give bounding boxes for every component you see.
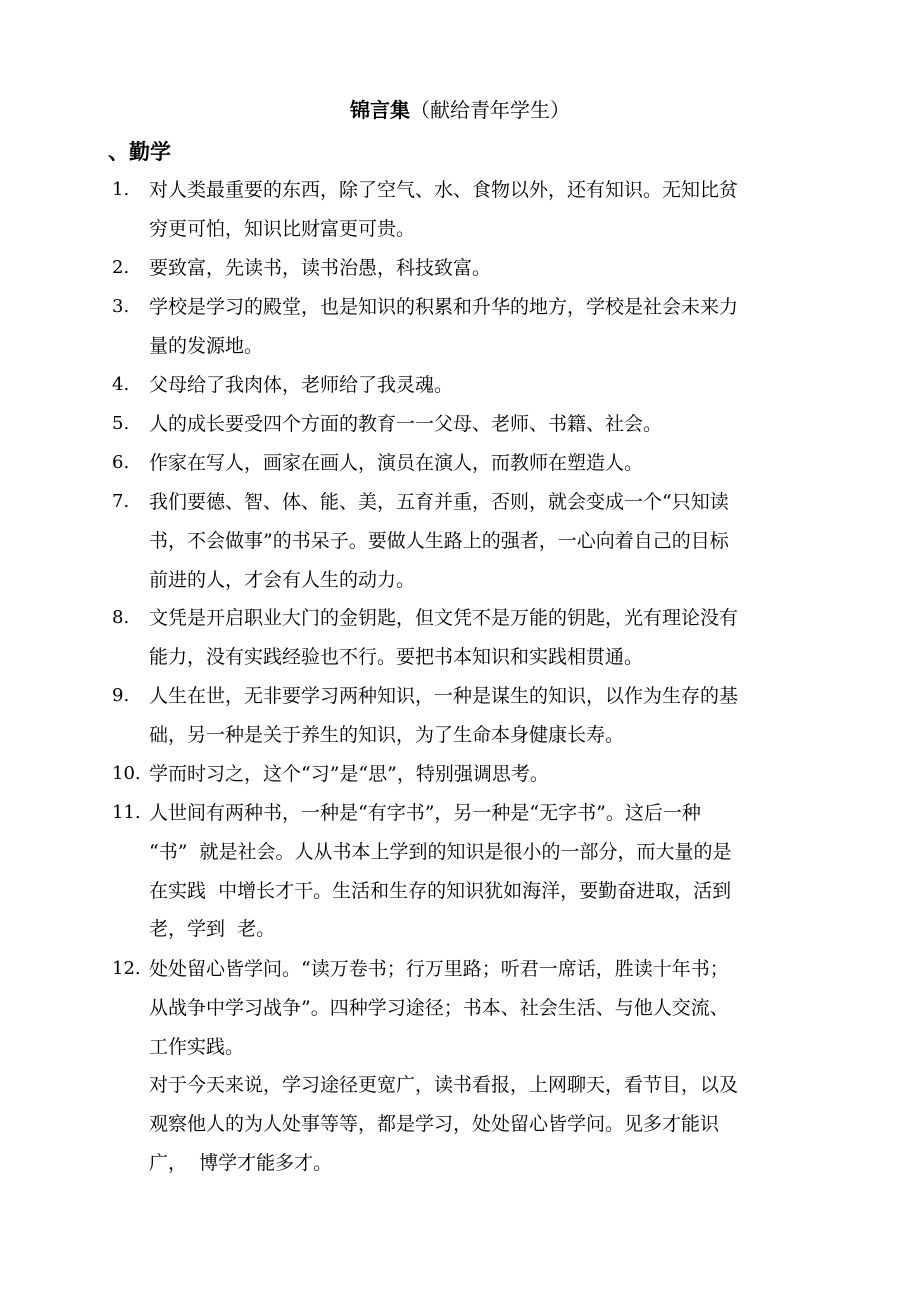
- item-text-line: 老，学到 老。: [149, 918, 276, 941]
- document-title: [0, 96, 920, 124]
- item-number: 10.: [112, 763, 141, 784]
- item-text-line: 人的成长要受四个方面的教育一一父母、老师、书籍、社会。: [149, 413, 663, 435]
- item-text-line: 作家在写人，画家在画人，演员在演人，而教师在塑造人。: [149, 452, 644, 474]
- item-number: 11.: [112, 802, 141, 823]
- item-text-line: 文凭是开启职业大门的金钥匙，但文凭不是万能的钥匙，光有理论没有: [149, 607, 739, 629]
- title-subtitle: （献给青年学生）: [410, 98, 570, 122]
- item-text-line: 人生在世，无非要学习两种知识，一种是谋生的知识，以作为生存的基: [149, 685, 739, 707]
- item-number: 2.: [112, 257, 130, 278]
- item-text-line: 书，不会做事”的书呆子。要做人生路上的强者，一心向着自己的目标: [149, 529, 729, 552]
- item-text-line: 要致富，先读书，读书治愚，科技致富。: [149, 257, 492, 279]
- item-number: 3.: [112, 296, 130, 317]
- item-text-line: 能力，没有实践经验也不行。要把书本知识和实践相贯通。: [149, 645, 644, 668]
- item-number: 4.: [112, 374, 130, 395]
- item-number: 9.: [112, 685, 130, 706]
- item-text-line: 前进的人，才会有人生的动力。: [149, 568, 416, 591]
- item-text-line: 从战争中学习战争”。四种学习途径；书本、社会生活、与他人交流、: [149, 996, 729, 1019]
- item-text-line: 人世间有两种书，一种是“有字书”，另一种是“无字书”。这后一种: [149, 802, 701, 824]
- paragraph-line: 广， 博学才能多才。: [149, 1151, 333, 1174]
- item-text-line: 对人类最重要的东西，除了空气、水、食物以外，还有知识。无知比贫: [149, 179, 739, 201]
- item-text-line: 父母给了我肉体，老师给了我灵魂。: [149, 374, 454, 396]
- item-text-line: 在实践 中增长才干。生活和生存的知识犹如海洋，要勤奋进取，活到: [149, 879, 732, 902]
- title-main: 锦言集: [350, 98, 410, 122]
- item-text-line: 工作实践。: [149, 1035, 245, 1058]
- item-text-line: “书” 就是社会。人从书本上学到的知识是很小的一部分，而大量的是: [149, 840, 732, 863]
- paragraph-line: 观察他人的为人处事等等，都是学习，处处留心皆学问。见多才能识: [149, 1112, 720, 1135]
- item-text-line: 处处留心皆学问。“读万卷书；行万里路；听君一席话，胜读十年书；: [149, 958, 729, 980]
- item-text-line: 学而时习之，这个“习”是“思”，特别强调思考。: [149, 763, 549, 785]
- item-text-line: 学校是学习的殿堂，也是知识的积累和升华的地方，学校是社会未来力: [149, 296, 739, 318]
- item-number: 8.: [112, 607, 130, 628]
- section-heading: 、勤学: [108, 139, 171, 164]
- item-number: 1.: [112, 179, 130, 200]
- item-text-line: 础，另一种是关于养生的知识，为了生命本身健康长寿。: [149, 723, 625, 746]
- item-number: 5.: [112, 413, 130, 434]
- item-number: 12.: [112, 958, 141, 979]
- item-text-line: 量的发源地。: [149, 334, 264, 357]
- paragraph-line: 对于今天来说，学习途径更宽广，读书看报，上网聊天，看节目，以及: [149, 1074, 739, 1096]
- item-text-line: 我们要德、智、体、能、美，五育并重，否则，就会变成一个“只知读: [149, 491, 729, 513]
- item-number: 6.: [112, 452, 130, 473]
- item-text-line: 穷更可怕，知识比财富更可贵。: [149, 217, 416, 240]
- closing-paragraph: [149, 1066, 849, 1182]
- item-number: 7.: [112, 491, 130, 512]
